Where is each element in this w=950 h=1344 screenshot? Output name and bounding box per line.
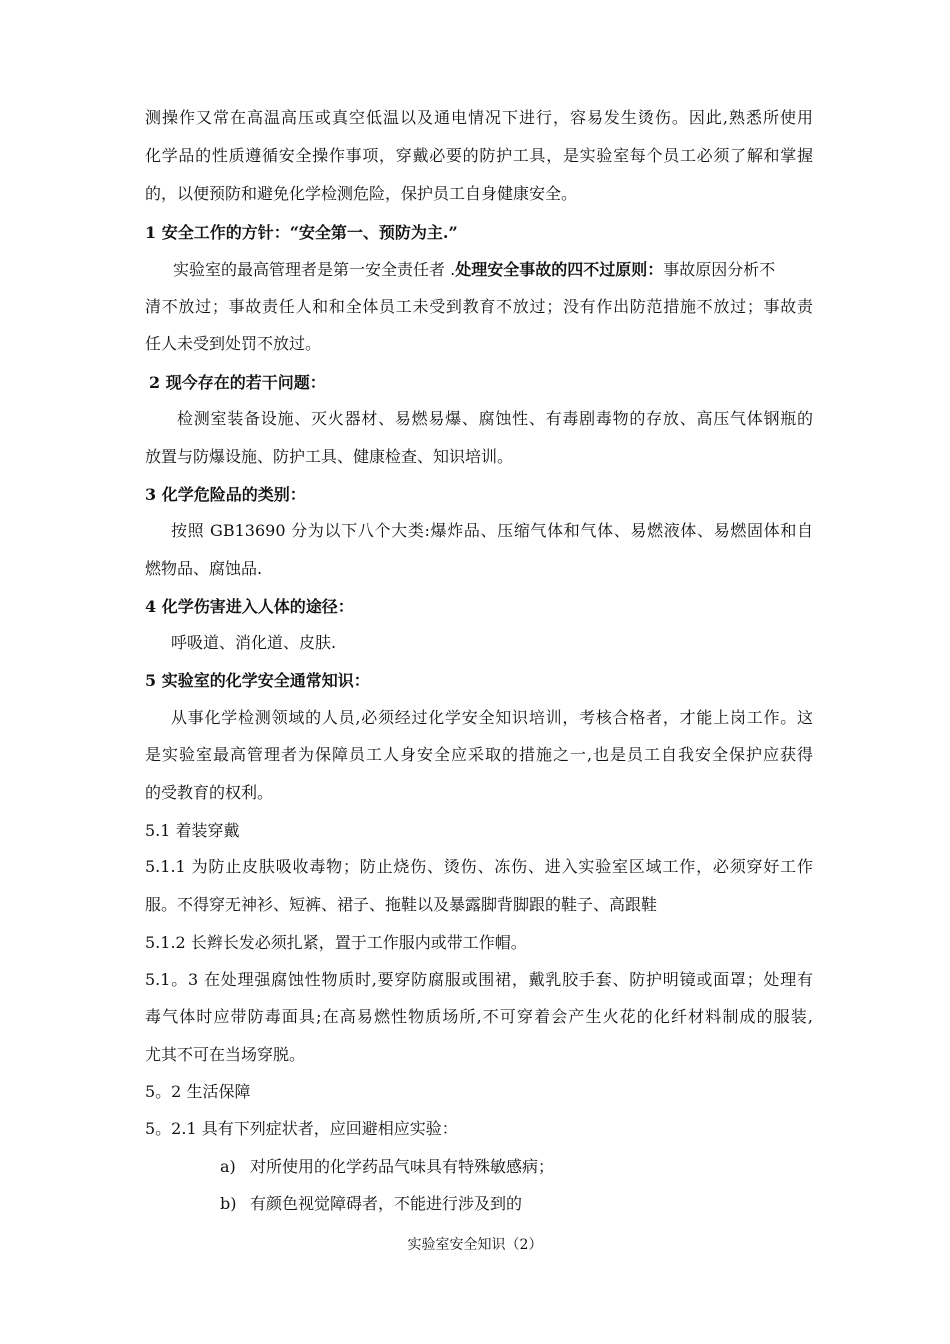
section-heading-3: 3 化学危险品的类别： [145, 485, 306, 504]
paragraph-line: 清不放过；事故责任人和和全体员工未受到教育不放过；没有作出防范措施不放过；事故责 [145, 297, 813, 316]
paragraph-line: 检测室装备设施、灭火器材、易燃易爆、腐蚀性、有毒剧毒物的存放、高压气体钢瓶的 [177, 409, 813, 428]
paragraph-line: 服。不得穿无神衫、短裤、裙子、拖鞋以及暴露脚背脚跟的鞋子、高跟鞋 [145, 895, 658, 914]
paragraph-line: 的受教育的权利。 [145, 783, 274, 802]
list-item-text: 对所使用的化学药品气味具有特殊敏感病； [250, 1157, 555, 1176]
paragraph-line: 5.1.2 长辫长发必须扎紧，置于工作服内或带工作帽。 [145, 933, 527, 952]
text-run: 是第一安全责任者 . [317, 260, 456, 279]
subsection-heading: 5。2 生活保障 [145, 1082, 251, 1101]
overlined-text: 的最高管理者 [221, 260, 318, 279]
paragraph-line: 燃物品、腐蚀品. [145, 559, 263, 578]
paragraph-line: 的，以便预防和避免化学检测危险，保护员工自身健康安全。 [145, 184, 578, 203]
text-run: 实验室 [173, 260, 222, 279]
paragraph-line: 按照 GB13690 分为以下八个大类:爆炸品、压缩气体和气体、易燃液体、易燃固体和自 [171, 521, 813, 540]
paragraph-line: 任人未受到处罚不放过。 [145, 334, 322, 353]
text-run: 事故原因分析不 [663, 260, 776, 279]
paragraph-line: 是实验室最高管理者为保障员工人身安全应采取的措施之一,也是员工自我安全保护应获得 [145, 745, 813, 764]
page-footer: 实验室安全知识（2） [407, 1237, 543, 1253]
paragraph-line [173, 260, 813, 280]
list-item-text: 有颜色视觉障碍者，不能进行涉及到的 [250, 1194, 523, 1213]
paragraph-line: 测操作又常在高温高压或真空低温以及通电情况下进行，容易发生烫伤。因此,熟悉所使用 [145, 108, 813, 127]
list-marker: b) [220, 1194, 237, 1213]
heading-text: 安全工作的方针：“安全第一、预防为主.” [161, 223, 458, 242]
paragraph-line: 5。2.1 具有下列症状者，应回避相应实验： [145, 1119, 458, 1138]
paragraph-line: 化学品的性质遵循安全操作事项，穿戴必要的防护工具，是实验室每个员工必须了解和掌握 [145, 146, 813, 165]
paragraph-line: 毒气体时应带防毒面具;在高易燃性物质场所,不可穿着会产生火花的化纤材料制成的服装, [145, 1007, 813, 1026]
list-marker: a) [220, 1157, 236, 1176]
heading-number: 1 [145, 223, 157, 242]
paragraph-line: 从事化学检测领域的人员,必须经过化学安全知识培训，考核合格者，才能上岗工作。这 [171, 708, 813, 727]
section-heading-4: 4 化学伤害进入人体的途径： [145, 597, 354, 616]
paragraph-line: 5.1.1 为防止皮肤吸收毒物；防止烧伤、烫伤、冻伤、进入实验室区域工作，必须穿好工作 [145, 857, 813, 876]
paragraph-line: 5.1。3 在处理强腐蚀性物质时,要穿防腐服或围裙，戴乳胶手套、防护明镜或面罩；处理有 [145, 970, 813, 989]
subsection-heading: 5.1 着装穿戴 [145, 821, 240, 840]
paragraph-line: 尤其不可在当场穿脱。 [145, 1045, 306, 1064]
section-heading-5: 5 实验室的化学安全通常知识： [145, 671, 370, 690]
paragraph-line: 放置与防爆设施、防护工具、健康检查、知识培训。 [145, 447, 514, 466]
bold-text: 处理安全事故的四不过原则： [455, 260, 664, 279]
paragraph-line: 呼吸道、消化道、皮肤. [171, 633, 337, 652]
section-heading-1 [145, 223, 813, 243]
section-heading-2: 2 现今存在的若干问题： [149, 373, 326, 392]
